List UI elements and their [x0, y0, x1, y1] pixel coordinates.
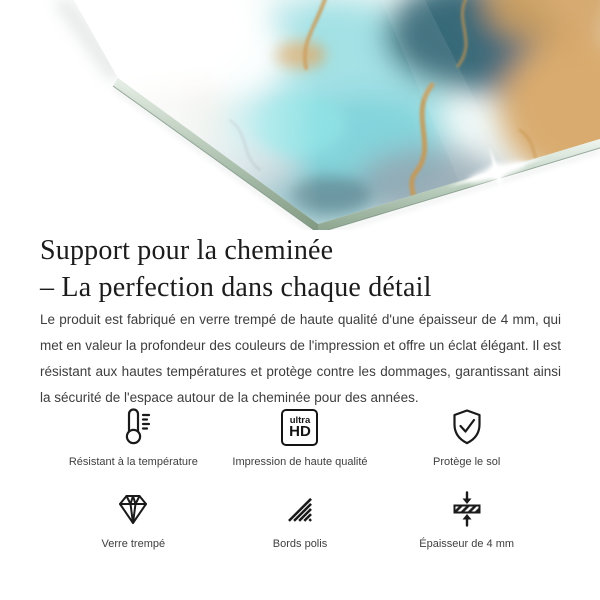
- feature-label: Protège le sol: [433, 456, 501, 468]
- feature-print-quality: [217, 405, 384, 469]
- thermometer-icon: [113, 405, 153, 449]
- ultra-hd-text-bottom: HD: [289, 422, 311, 440]
- hero-product-image: [0, 0, 600, 230]
- feature-label: Résistant à la température: [68, 456, 198, 468]
- ultra-hd-icon: [281, 405, 318, 449]
- ultra-hd-text-top: ultra: [289, 414, 311, 426]
- title-line2: – La perfection dans chaque détail: [40, 272, 432, 303]
- polished-edges-icon: [283, 487, 317, 531]
- thickness-icon: [447, 487, 487, 531]
- feature-tempered-glass: [50, 487, 217, 551]
- title-line1: Support pour la cheminée: [40, 235, 334, 266]
- feature-label: Bords polis: [272, 538, 328, 550]
- glass-panel-art: [0, 0, 600, 230]
- feature-grid: [50, 405, 550, 551]
- page-title: [40, 232, 560, 306]
- product-description-text: Le produit est fabriqué en verre trempé de haute qualité d'une épaisseur de 4 mm, qui met en valeur la profondeur des couleurs de l'impression et offre un éclat élégant. Il est résistant aux hautes températures et protège contre les dommages, garantissant ainsi la sécurité de l'espace autour de la cheminée pour des années.: [40, 312, 561, 405]
- feature-label: Épaisseur de 4 mm: [419, 538, 515, 550]
- feature-label: Verre trempé: [101, 538, 166, 550]
- feature-temperature: [50, 405, 217, 469]
- feature-polished-edges: [217, 487, 384, 551]
- shield-check-icon: [447, 405, 487, 449]
- product-info-section: [0, 232, 600, 551]
- feature-floor-protection: [383, 405, 550, 469]
- feature-thickness: [383, 487, 550, 551]
- ultra-hd-box: [281, 409, 318, 446]
- feature-label: Impression de haute qualité: [232, 456, 368, 468]
- diamond-icon: [113, 487, 153, 531]
